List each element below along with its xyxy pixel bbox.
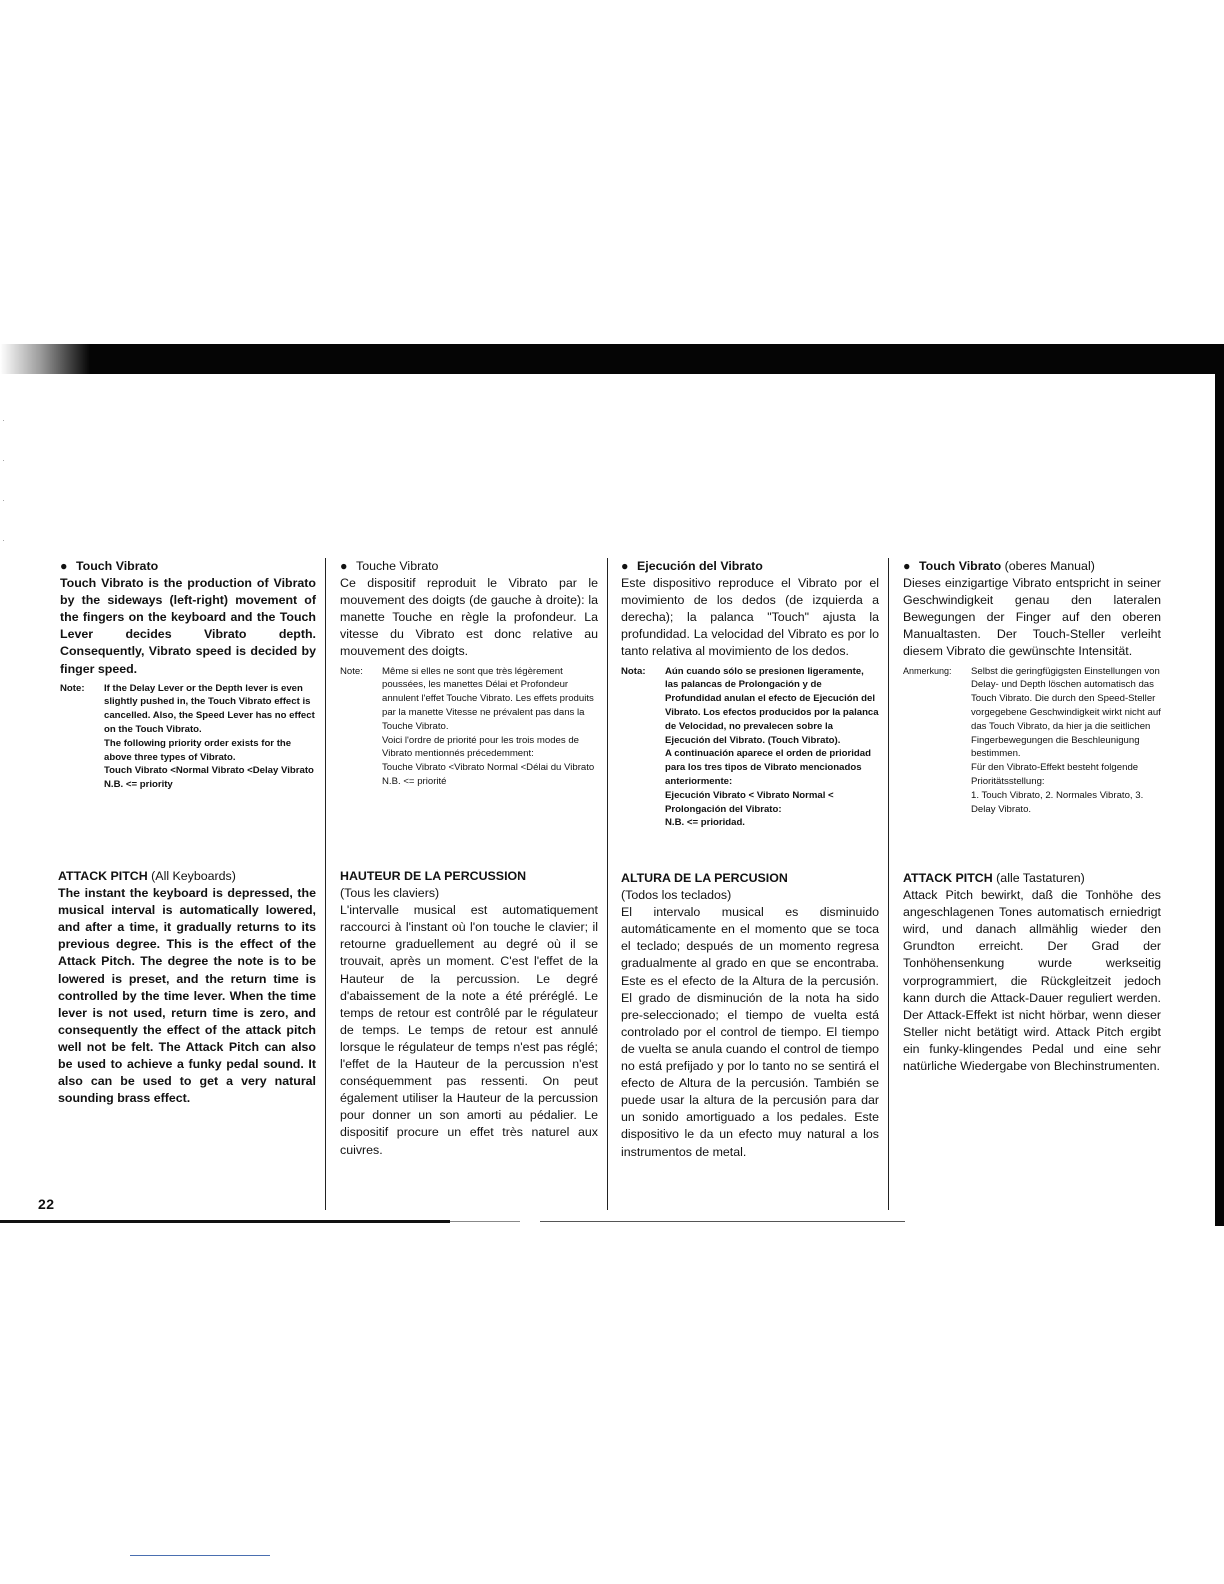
note-body bbox=[382, 665, 598, 789]
top-black-band bbox=[0, 344, 1224, 374]
note-line: Für den Vibrato-Effekt besteht folgende Prioritätsstellung: bbox=[971, 762, 1139, 787]
note-body bbox=[104, 682, 316, 792]
section-body: Ce dispositif reproduit le Vibrato par le mouvement des doigts (de gauche à droite): la manette Touche en règle la profondeur. La vitesse du Vibrato est donc relative au mouvement des doigts. bbox=[340, 576, 598, 659]
heading-text: Touch Vibrato bbox=[76, 559, 159, 573]
column-rule-3 bbox=[888, 558, 889, 1210]
column-german-section2 bbox=[903, 870, 1161, 1075]
note-label: Note: bbox=[60, 682, 85, 694]
footer-line bbox=[130, 1555, 270, 1556]
note-block bbox=[903, 665, 1161, 817]
section-heading bbox=[903, 558, 1161, 575]
bottom-rule bbox=[0, 1220, 450, 1223]
note-block bbox=[60, 682, 316, 792]
note-line: N.B. <= priorité bbox=[382, 775, 447, 787]
note-body bbox=[665, 665, 879, 831]
section2-heading: HAUTEUR DE LA PERCUSSION bbox=[340, 869, 527, 883]
section-heading bbox=[621, 558, 879, 575]
bullet-icon: ● bbox=[621, 559, 629, 573]
bullet-icon: ● bbox=[340, 559, 348, 573]
note-label: Nota: bbox=[621, 665, 646, 677]
column-english-section2 bbox=[58, 868, 316, 1107]
margin-marks: · · · · bbox=[2, 415, 5, 545]
heading2-text: ATTACK PITCH bbox=[58, 869, 148, 883]
column-german bbox=[903, 558, 1161, 816]
note-line: If the Delay Lever or the Depth lever is even slightly pushed in, the Touch Vibrato effect is cancelled. Also, the Speed Lever has no effect on the Touch Vibrato. bbox=[104, 682, 315, 736]
note-line: Selbst die geringfügigsten Einstellungen von Delay- und Depth löschen automatisch das Touch Vibrato. Die durch den Speed-Steller vorgegebene Geschwindigkeit wirkt nicht auf das Touch Vibrato, da hier ja die seitlichen Fingerbewegungen die Beschleunigung bestimmen. bbox=[971, 665, 1161, 760]
note-line: Même si elles ne sont que très légèrement poussées, les manettes Délai et Profondeur annulent l'effet Touche Vibrato. Les effets produits par la manette Vitesse ne prévalent pas dans la Touche Vibrato. bbox=[382, 665, 594, 732]
bottom-rule-faint bbox=[450, 1221, 520, 1222]
note-line: Aún cuando sólo se presionen ligeramente, las palancas de Prolongación y de Profundidad anulan el efecto de Ejecución del Vibrato. Los efectos producidos por la palanca de Velocidad, no prevalecen sobre la Ejecución del Vibrato. (Touch Vibrato). bbox=[665, 665, 879, 746]
bullet-icon: ● bbox=[60, 559, 68, 573]
section-body: Dieses einzigartige Vibrato entspricht in seiner Geschwindigkeit genau den lateralen Bewegungen der Finger auf den oberen Manualtasten. Der Touch-Steller verleiht diesem Vibrato die gewünschte Intensität. bbox=[903, 576, 1161, 659]
note-label: Anmerkung: bbox=[903, 665, 952, 676]
note-line: A continuación aparece el orden de prioridad para los tres tipos de Vibrato mencionados anteriormente: bbox=[665, 748, 871, 787]
note-line: N.B. <= prioridad. bbox=[665, 817, 745, 829]
right-black-edge bbox=[1215, 374, 1224, 1226]
column-spanish bbox=[621, 558, 879, 830]
bottom-rule-right bbox=[540, 1221, 905, 1222]
note-block bbox=[621, 665, 879, 831]
column-english bbox=[60, 558, 316, 792]
note-body bbox=[971, 665, 1161, 817]
column-french-section2 bbox=[340, 868, 598, 1159]
heading-text: Touch Vibrato bbox=[919, 559, 1002, 573]
section2-sub: (Todos los teclados) bbox=[621, 888, 732, 903]
section-heading bbox=[60, 558, 316, 575]
note-block bbox=[340, 665, 598, 789]
section-heading bbox=[340, 558, 598, 575]
column-rule-1 bbox=[325, 558, 326, 1210]
section2-body: El intervalo musical es disminuido automáticamente en el momento que se toca el teclado; después de un momento regresa gradualmente al grado en que se encontraba. Este es el efecto de la Altura de la percusión. El grado de disminución de la nota ha sido pre-seleccionado; el tiempo de vuelta está controlado por el control de tiempo. El tiempo de vuelta se anula cuando el control de tiempo no está prefijado y por lo tanto no se sentirá el efecto de Altura de la percusión. También se puede usar la altura de la percusión para dar un sonido amortiguado a los pedales. Este dispositivo le da un efecto muy natural a los instrumentos de metal. bbox=[621, 905, 879, 1159]
note-line: Touch Vibrato <Normal Vibrato <Delay Vibrato bbox=[104, 765, 314, 777]
top-band-fade bbox=[0, 338, 90, 376]
section2-sub: (Tous les claviers) bbox=[340, 886, 440, 901]
section2-body: The instant the keyboard is depressed, the musical interval is automatically lowered, and after a time, it gradually returns to its previous degree. This is the effect of the Attack Pitch. The degree the note is to be lowered is preset, and the return time is controlled by the time lever. When the time lever is not used, return time is zero, and consequently the effect of the attack pitch well not be felt. The Attack Pitch can also be used to achieve a funky pedal sound. It also can be used to get a very natural sounding brass effect. bbox=[58, 886, 316, 1106]
section-body: Este dispositivo reproduce el Vibrato por el movimiento de los dedos (de izquierda a derecha); la palanca "Touch" ajusta la profundidad. La velocidad del Vibrato es por lo tanto relativa al movimiento de los dedos. bbox=[621, 576, 879, 659]
heading2-text: ATTACK PITCH bbox=[903, 871, 993, 885]
note-line: Touche Vibrato <Vibrato Normal <Délai du Vibrato bbox=[382, 762, 595, 774]
note-line: The following priority order exists for the above three types of Vibrato. bbox=[104, 737, 292, 763]
section2-body: Attack Pitch bewirkt, daß die Tonhöhe des angeschlagenen Tones automatisch erniedrigt wird, und danach allmählig wieder den Grundton erreicht. Der Grad der Tonhöhensenkung wurde werkseitig vorprogrammiert, die Rückgleitzeit jedoch kann durch die Attack-Dauer reguliert werden. Der Attack-Effekt ist nicht hörbar, wenn dieser Steller nicht betätigt wird. Attack Pitch ergibt ein funky-klingendes Pedal und eine sehr natürliche Wiedergabe von Blechinstrumenten. bbox=[903, 888, 1161, 1074]
note-line: Ejecución Vibrato < Vibrato Normal < Prolongación del Vibrato: bbox=[665, 789, 834, 815]
heading-text: Touche Vibrato bbox=[356, 559, 439, 573]
section2-heading bbox=[903, 870, 1161, 887]
heading-sub: (oberes Manual) bbox=[1004, 559, 1095, 573]
section2-body: L'intervalle musical est automatiquement raccourci à l'instant où l'on touche le clavier; il retourne graduellement au degré où il se trouvait, après un moment. C'est l'effet de la Hauteur de la percussion. Le degré d'abaissement de la note a été préréglé. Le temps de retour est contrôlé par le régulateur de temps. Le temps de retour est annulé lorsque le régulateur de temps n'est pas réglé; l'effet de la Hauteur de la percussion n'est conséquemment pas ressenti. On peut également utiliser la Hauteur de la percussion pour donner un son amorti au pédalier. Le dispositif procure un effet très naturel aux cuivres. bbox=[340, 903, 598, 1157]
section2-heading: ALTURA DE LA PERCUSION bbox=[621, 871, 788, 885]
note-line: 1. Touch Vibrato, 2. Normales Vibrato, 3. Delay Vibrato. bbox=[971, 789, 1144, 815]
page-number: 22 bbox=[38, 1196, 55, 1212]
column-french bbox=[340, 558, 598, 789]
heading2-sub: (alle Tastaturen) bbox=[996, 871, 1085, 885]
column-spanish-section2 bbox=[621, 870, 879, 1161]
bullet-icon: ● bbox=[903, 559, 911, 573]
heading-text: Ejecución del Vibrato bbox=[637, 559, 763, 573]
heading2-sub: (All Keyboards) bbox=[151, 869, 236, 883]
section2-heading bbox=[58, 868, 316, 885]
note-line: N.B. <= priority bbox=[104, 779, 173, 791]
note-label: Note: bbox=[340, 665, 363, 677]
note-line: Voici l'ordre de priorité pour les trois modes de Vibrato mentionnés précedemment: bbox=[382, 734, 579, 760]
column-rule-2 bbox=[607, 558, 608, 1210]
section-body: Touch Vibrato is the production of Vibrato by the sideways (left-right) movement of the fingers on the keyboard and the Touch Lever decides Vibrato depth. Consequently, Vibrato speed is decided by finger speed. bbox=[60, 576, 316, 676]
